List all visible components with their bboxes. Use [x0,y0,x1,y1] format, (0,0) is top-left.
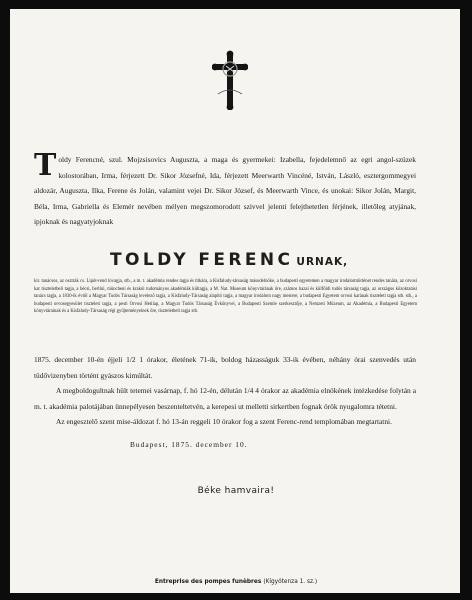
place-date: Budapest, 1875. december 10. [130,440,248,449]
announcement-text: oldy Ferencné, szul. Mojzsisovics Auguszta, a maga és gyermekei: Izabella, fejedelemnő az egri angol-szüzek kolostorában, Irma, férjezett Dr. Sikor Józsefné, Ida, férjezett Meerwarth Vincéné, István, László, esztergommegyei aldozár, Auguszta, Ilka, Ferene és Jolán, valamint vejei Dr. Sikor József, és Meerwarth Vince, és unokai: Sikor Jolán, Margit, Béla, Irma, Gabriella és Elemér nevében mélyen megszomorodott szivvel jelenti felejthetetlen férjének, illetőleg atyjának, ipjoknak és nagyatyjoknak [34,155,416,227]
cross-icon [212,50,248,110]
mass-paragraph: Az engesztelő szent mise-áldozat f. hó 13-án reggeli 10 órakor fog a szent Ferenc-rend templomában megtartatni. [56,417,392,426]
deceased-name-main: TOLDY FERENC [110,250,294,270]
undertaker-footer [0,579,472,585]
footer-address: (Kígyótenza 1. sz.) [263,579,318,585]
deceased-name-suffix: URNAK, [296,256,349,268]
footer-company: Entreprise des pompes funèbres [154,579,262,585]
deceased-name [110,250,410,270]
funeral-paragraph: A megboldogultnak hült tetemei vasárnap, f. hó 12-én, délután 1/4 4 órakor az akadémia elnökének intézkedése folytán a m. t. akadémia palotájában ünnepélyesen beszenteltetvén, a kerepesi ut melletti sirkertben fognak örök nyugalomra tétetni. [34,386,416,411]
drop-cap-initial: T [34,148,57,183]
announcement-paragraph [34,148,416,230]
titles-small-print: kir. tanácsos, az osztrák cs. Lipót-rend lovagja, stb., a m. t. akadémia rendes tagja és titkára, a Kisfaludy-társaság másodelnöke, a budapesti egyetemen a magyar irodalomtörténet rendes tanára, az orvosi kar tiszteletbeli tagja, a bécsi, berlini, müncheni és krakói tudományos akadémiák kültagja, a M. Nat. Museum könyvtárának őre, számos hazai és külföldi tudós társaság tagja, az országos közoktatási tanács tagja, a 1830-ik évtől a Magyar Tudós Társaság levelező tagja, a Kisfaludy-Társaság alapító tagja, a magyar irodalom nagy mestere, a budapesti Egyetem orvosi karának tiszteleti tagja stb. stb., a budapesti orvosegyesület tiszteleti tagja, a pesti Orvosi Hetilap, a Magyar Tudós Társaság Évkönyvei, a Budapesti Szemle szerkesztője, a Nemzeti Múzeum, az Akadémia, a Budapesti Egyetem könyvtárainak és a Kisfaludy-Társaság régi gyűjteményeinek őre, tiszteletbeli tagja stb. [34,279,417,315]
death-paragraph: 1875. december 10-én éjjeli 1/2 1 órakor, életének 71-ik, boldog házasságuk 33-ik évében, néhány órai szenvedés után tüdővizenyben történt gyászos kimúltát. [34,355,416,380]
farewell-line: Béke hamvaira! [197,486,275,496]
